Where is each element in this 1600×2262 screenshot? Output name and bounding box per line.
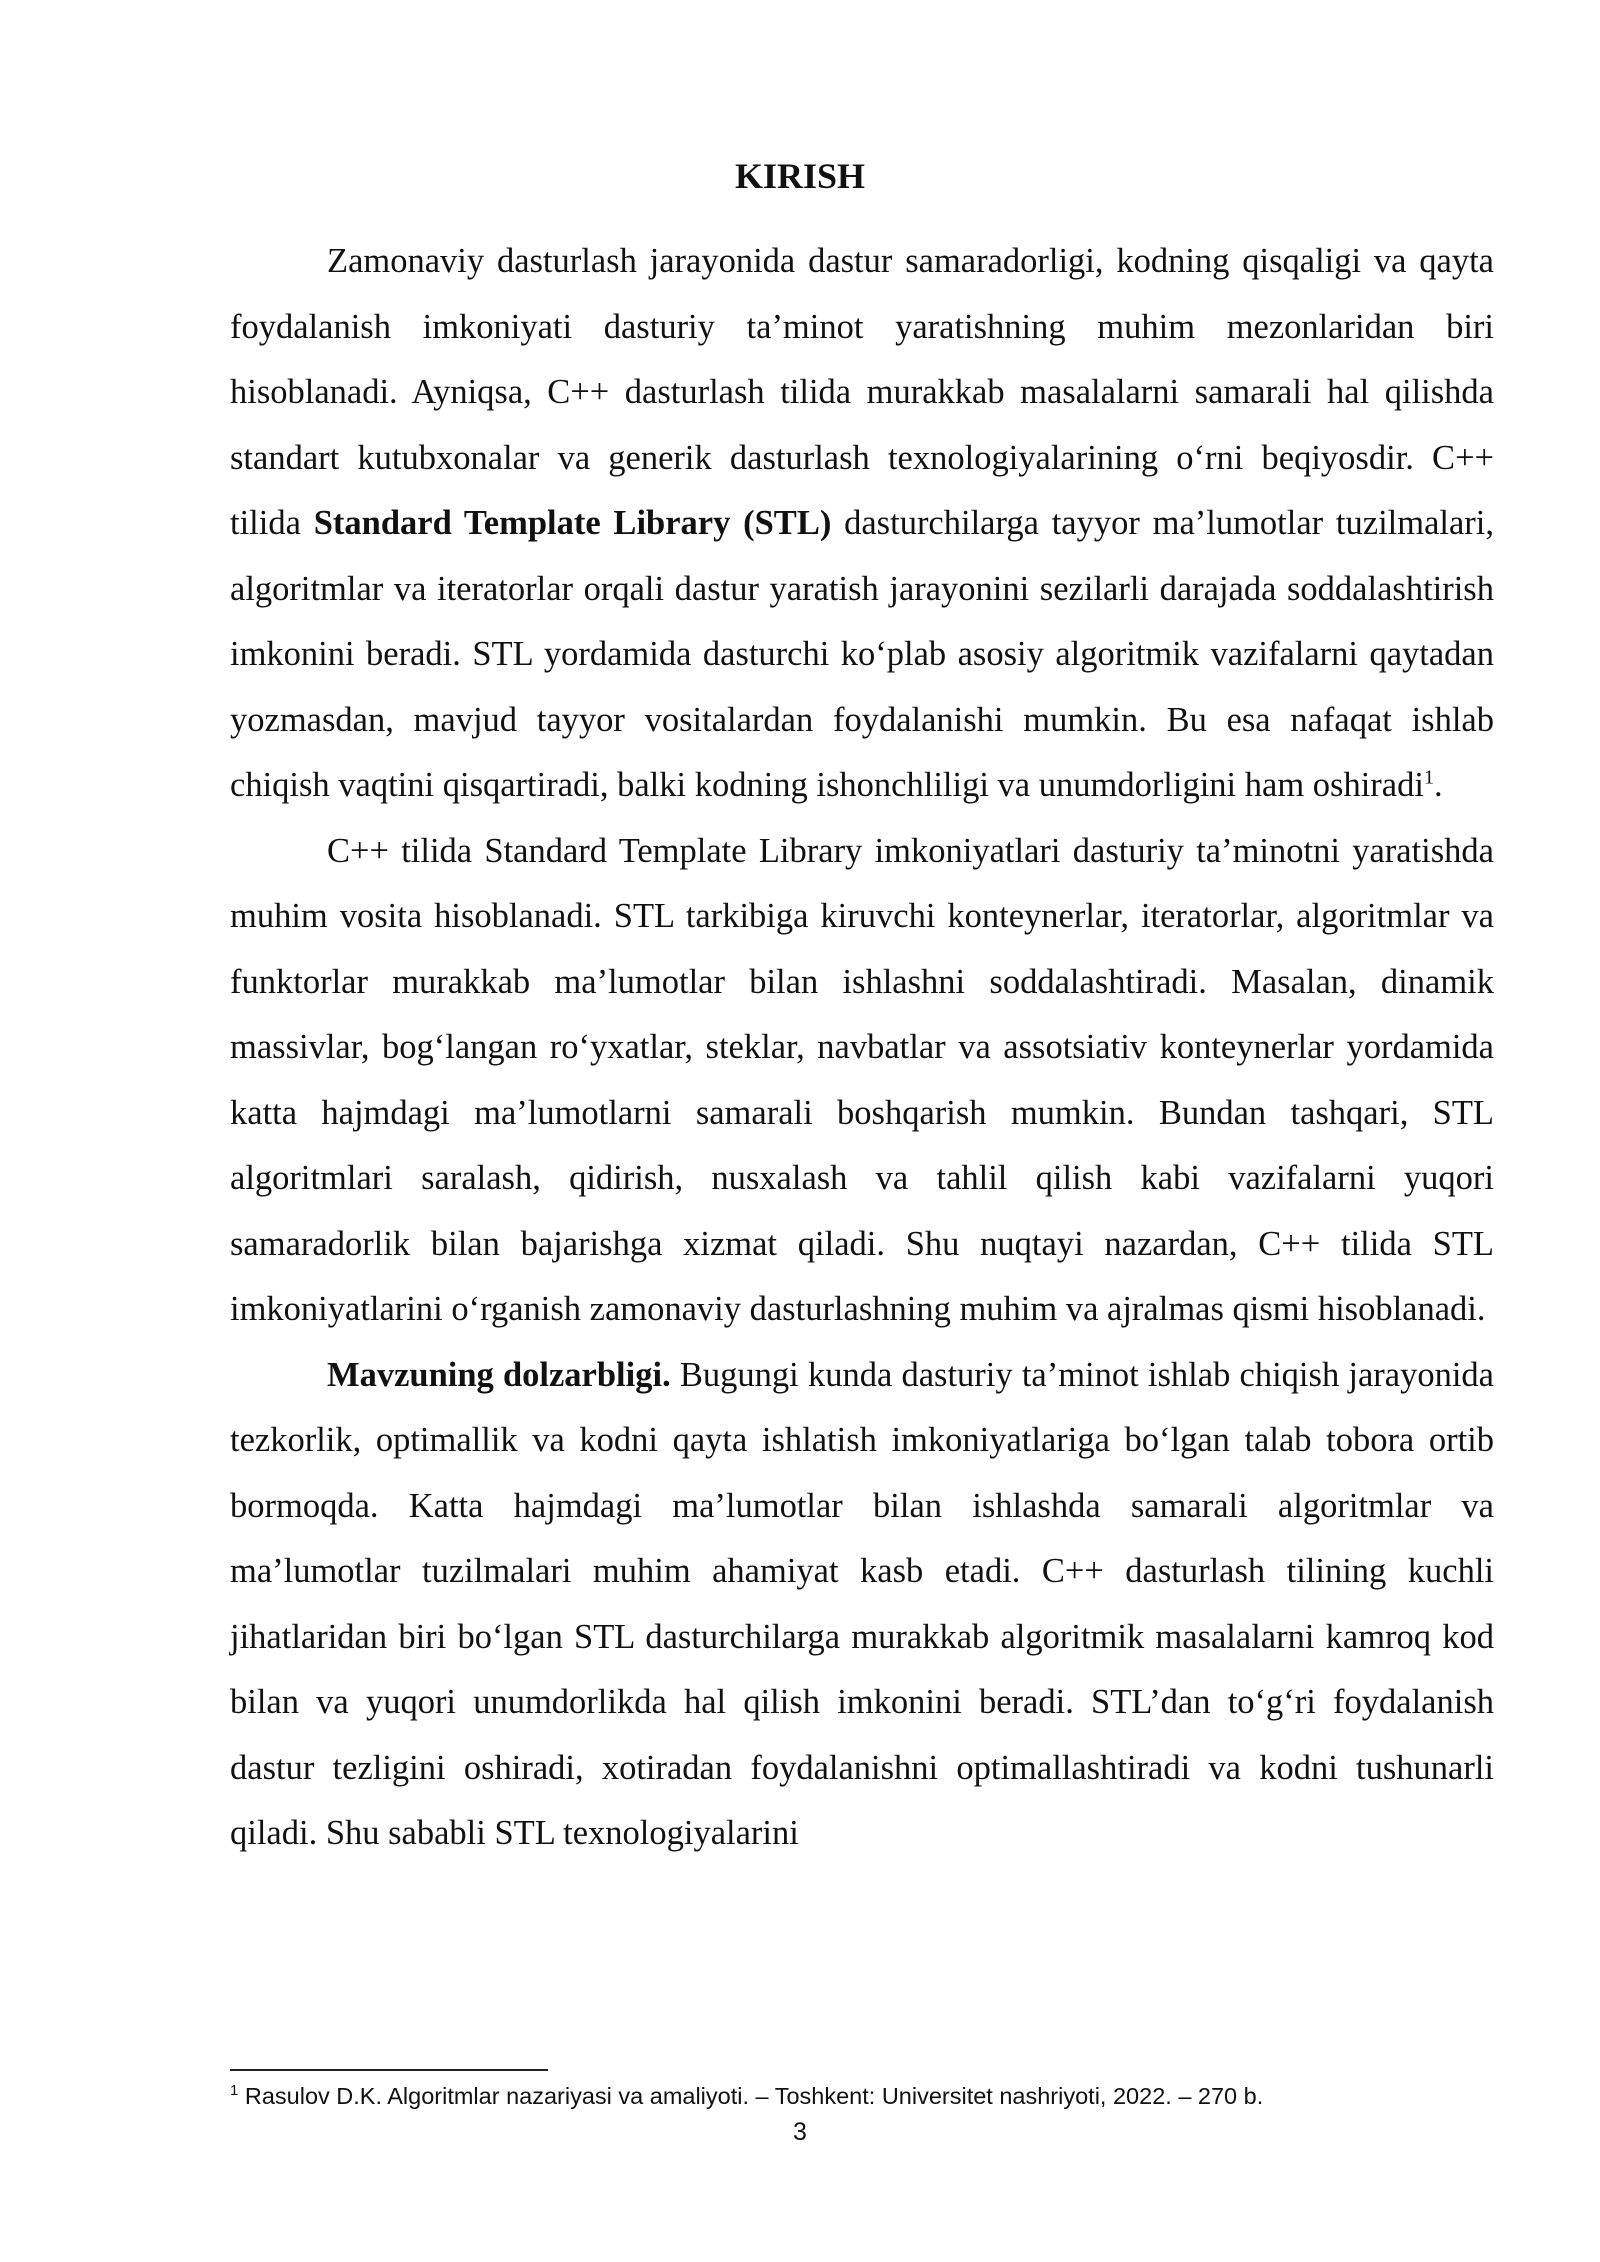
footnote-reference[interactable]: 1 <box>1423 766 1434 789</box>
footnote-text: Rasulov D.K. Algoritmlar nazariyasi va amaliyoti. – Toshkent: Universitet nashriyoti, 2022. – 270 b. <box>238 2083 1264 2109</box>
paragraph-stl-capabilities: C++ tilida Standard Template Library imkoniyatlari dasturiy ta’minotni yaratishda muhim vosita hisoblanadi. STL tarkibiga kiruvchi konteynerlar, iteratorlar, algoritmlar va funktorlar murakkab ma’lumotlar bilan ishlashni soddalashtiradi. Masalan, dinamik massivlar, bog‘langan ro‘yxatlar, steklar, navbatlar va assotsiativ konteynerlar yordamida katta hajmdagi ma’lumotlarni samarali boshqarish mumkin. Bundan tashqari, STL algoritmlari saralash, qidirish, nusxalash va tahlil qilish kabi vazifalarni yuqori samaradorlik bilan bajarishga xizmat qiladi. Shu nuqtayi nazardan, C++ tilida STL imkoniyatlarini o‘rganish zamonaviy dasturlashning muhim va ajralmas qismi hisoblanadi. <box>230 831 1494 1328</box>
section-title: KIRISH <box>734 156 866 196</box>
paragraph-relevance <box>230 1343 1494 1867</box>
relevance-heading: Mavzuning dolzarbligi. <box>327 1355 671 1394</box>
paragraph-intro <box>230 229 1494 819</box>
page-number: 3 <box>793 2118 807 2146</box>
stl-bold-term: Standard Template Library (STL) <box>313 504 832 542</box>
footnote <box>230 2080 1494 2112</box>
footnote-separator <box>230 2069 548 2071</box>
paragraph-intro-text-1: Zamonaviy dasturlash jarayonida dastur samaradorligi, kodning qisqaligi va qayta foydalanish imkoniyati dasturiy ta’minot yaratishning muhim mezonlaridan biri hisoblanadi. Ayniqsa, C++ dasturlash tilida murakkab masalalarni samarali hal qilishda standart kutubxonalar va generik dasturlash texnologiyalarining o‘rni beqiyosdir. C++ tilida <box>230 242 1494 542</box>
paragraph-intro-end: . <box>1433 766 1443 804</box>
paragraph-relevance-text: Bugungi kunda dasturiy ta’minot ishlab chiqish jarayonida tezkorlik, optimallik va kodni qayta ishlatish imkoniyatlariga bo‘lgan talab tobora ortib bormoqda. Katta hajmdagi ma’lumotlar bilan ishlashda samarali algoritmlar va ma’lumotlar tuzilmalari muhim ahamiyat kasb etadi. C++ dasturlash tilining kuchli jihatlaridan biri bo‘lgan STL dasturchilarga murakkab algoritmik masalalarni kamroq kod bilan va yuqori unumdorlikda hal qilish imkonini beradi. STL’dan to‘g‘ri foydalanish dastur tezligini oshiradi, xotiradan foydalanishni optimallashtiradi va kodni tushunarli qiladi. Shu sababli STL texnologiyalarini <box>230 1355 1494 1852</box>
footnote-number: 1 <box>230 2082 239 2100</box>
paragraph-intro-text-2: dasturchilarga tayyor ma’lumotlar tuzilmalari, algoritmlar va iteratorlar orqali dastur yaratish jarayonini sezilarli darajada soddalashtirish imkonini beradi. STL yordamida dasturchi ko‘plab asosiy algoritmik vazifalarni qaytadan yozmasdan, mavjud tayyor vositalardan foydalanishi mumkin. Bu esa nafaqat ishlab chiqish vaqtini qisqartiradi, balki kodning ishonchliligi va unumdorligini ham oshiradi <box>230 504 1495 804</box>
body-text <box>230 229 1494 1867</box>
